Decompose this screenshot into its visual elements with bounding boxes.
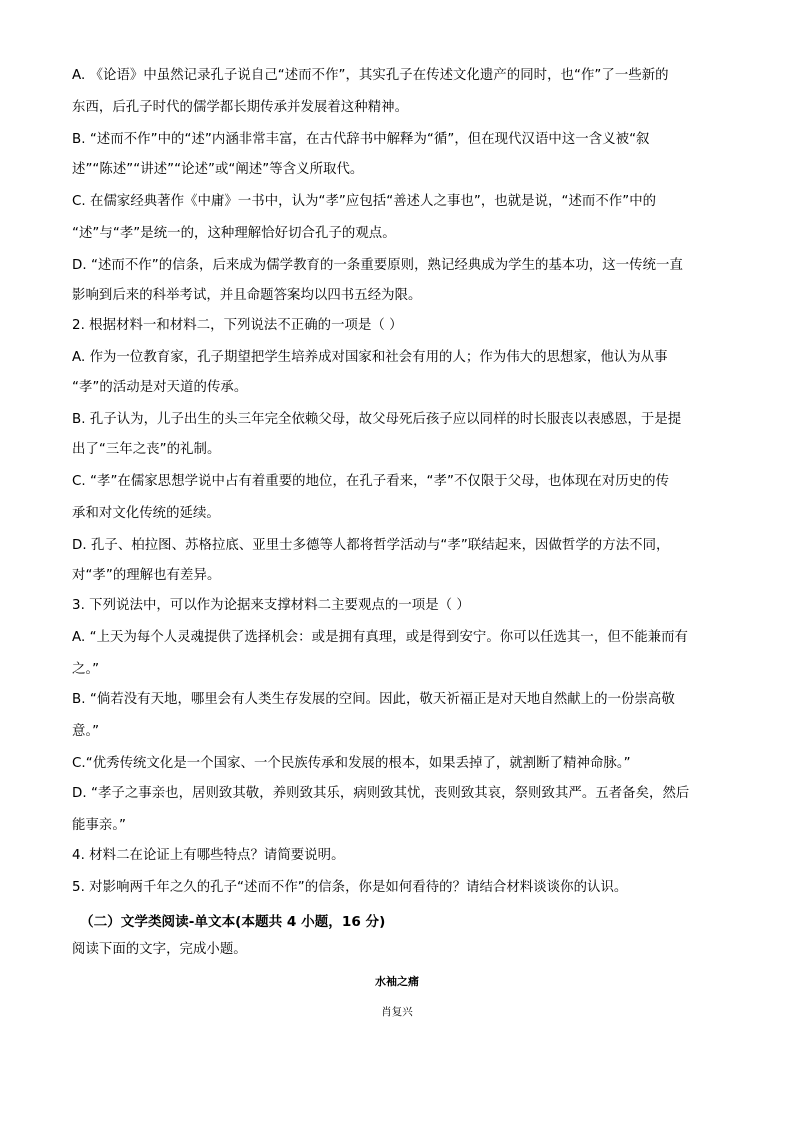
q2-option-b-line-2: 出了“三年之丧”的礼制。: [72, 442, 221, 457]
q2-option-a-line-1: A. 作为一位教育家，孔子期望把学生培养成对国家和社会有用的人；作为伟大的思想家，他认为从事: [72, 350, 668, 365]
q2-option-c-line-2: 承和对文化传统的延续。: [72, 506, 220, 521]
q1-option-b-line-2: 述”“陈述”“讲述”“论述”或“阐述”等含义所取代。: [72, 162, 364, 177]
q3-option-c: C.“优秀传统文化是一个国家、一个民族传承和发展的根本，如果丢掉了，就割断了精神命脉。”: [72, 756, 631, 771]
section-heading: （二）文学类阅读-单文本(本题共 4 小题，16 分): [80, 914, 386, 930]
q2-option-d-line-2: 对“孝”的理解也有差异。: [72, 568, 221, 583]
q2-option-b-line-1: B. 孔子认为，儿子出生的头三年完全依赖父母，故父母死后孩子应以同样的时长服丧以表感恩，于是提: [72, 412, 682, 427]
q3-option-b-line-1: B. “倘若没有天地，哪里会有人类生存发展的空间。因此，敬天祈福正是对天地自然献上的一份崇高敬: [72, 692, 675, 707]
q1-option-c-line-2: “述”与“孝”是统一的，这种理解恰好切合孔子的观点。: [72, 226, 396, 241]
q1-option-d-line-1: D. “述而不作”的信条，后来成为儒学教育的一条重要原则，熟记经典成为学生的基本功，这一传统一直: [72, 258, 683, 273]
q4-stem: 4. 材料二在论证上有哪些特点？请简要说明。: [72, 848, 345, 863]
q3-stem: 3. 下列说法中，可以作为论据来支撑材料二主要观点的一项是（ ）: [72, 598, 470, 613]
q1-option-c-line-1: C. 在儒家经典著作《中庸》一书中，认为“孝”应包括“善述人之事也”，也就是说，“述而不作”中的: [72, 194, 657, 209]
q5-stem: 5. 对影响两千年之久的孔子“述而不作”的信条，你是如何看待的？请结合材料谈谈你的认识。: [72, 880, 628, 895]
q1-option-a-line-1: A. 《论语》中虽然记录孔子说自己“述而不作”，其实孔子在传述文化遗产的同时，也“作”了一些新的: [72, 68, 669, 83]
q2-option-a-line-2: “孝”的活动是对天道的传承。: [72, 380, 248, 395]
story-author: 肖复兴: [381, 1006, 413, 1018]
q2-option-d-line-1: D. 孔子、柏拉图、苏格拉底、亚里士多德等人都将哲学活动与“孝”联结起来，因做哲学的方法不同，: [72, 538, 670, 553]
q3-option-a-line-1: A. “上天为每个人灵魂提供了选择机会：或是拥有真理，或是得到安宁。你可以任选其一，但不能兼而有: [72, 630, 688, 645]
q3-option-a-line-2: 之。”: [72, 662, 100, 677]
story-title: 水袖之痛: [375, 975, 419, 988]
q3-option-d-line-1: D. “孝子之事亲也，居则致其敬，养则致其乐，病则致其忧，丧则致其哀，祭则致其严。五者备矣，然后: [72, 786, 690, 801]
q3-option-b-line-2: 意。”: [72, 724, 100, 739]
q2-option-c-line-1: C. “孝”在儒家思想学说中占有着重要的地位，在孔子看来，“孝”不仅限于父母，也体现在对历史的传: [72, 474, 670, 489]
section-instruction: 阅读下面的文字，完成小题。: [72, 942, 247, 957]
q1-option-d-line-2: 影响到后来的科举考试，并且命题答案均以四书五经为限。: [72, 288, 422, 303]
q3-option-d-line-2: 能事亲。”: [72, 818, 127, 833]
q1-option-a-line-2: 东西，后孔子时代的儒学都长期传承并发展着这种精神。: [72, 100, 409, 115]
q2-stem: 2. 根据材料一和材料二，下列说法不正确的一项是（ ）: [72, 318, 403, 333]
q1-option-b-line-1: B. “述而不作”中的“述”内涵非常丰富，在古代辞书中解释为“循”，但在现代汉语中这一含义被“叙: [72, 132, 650, 147]
